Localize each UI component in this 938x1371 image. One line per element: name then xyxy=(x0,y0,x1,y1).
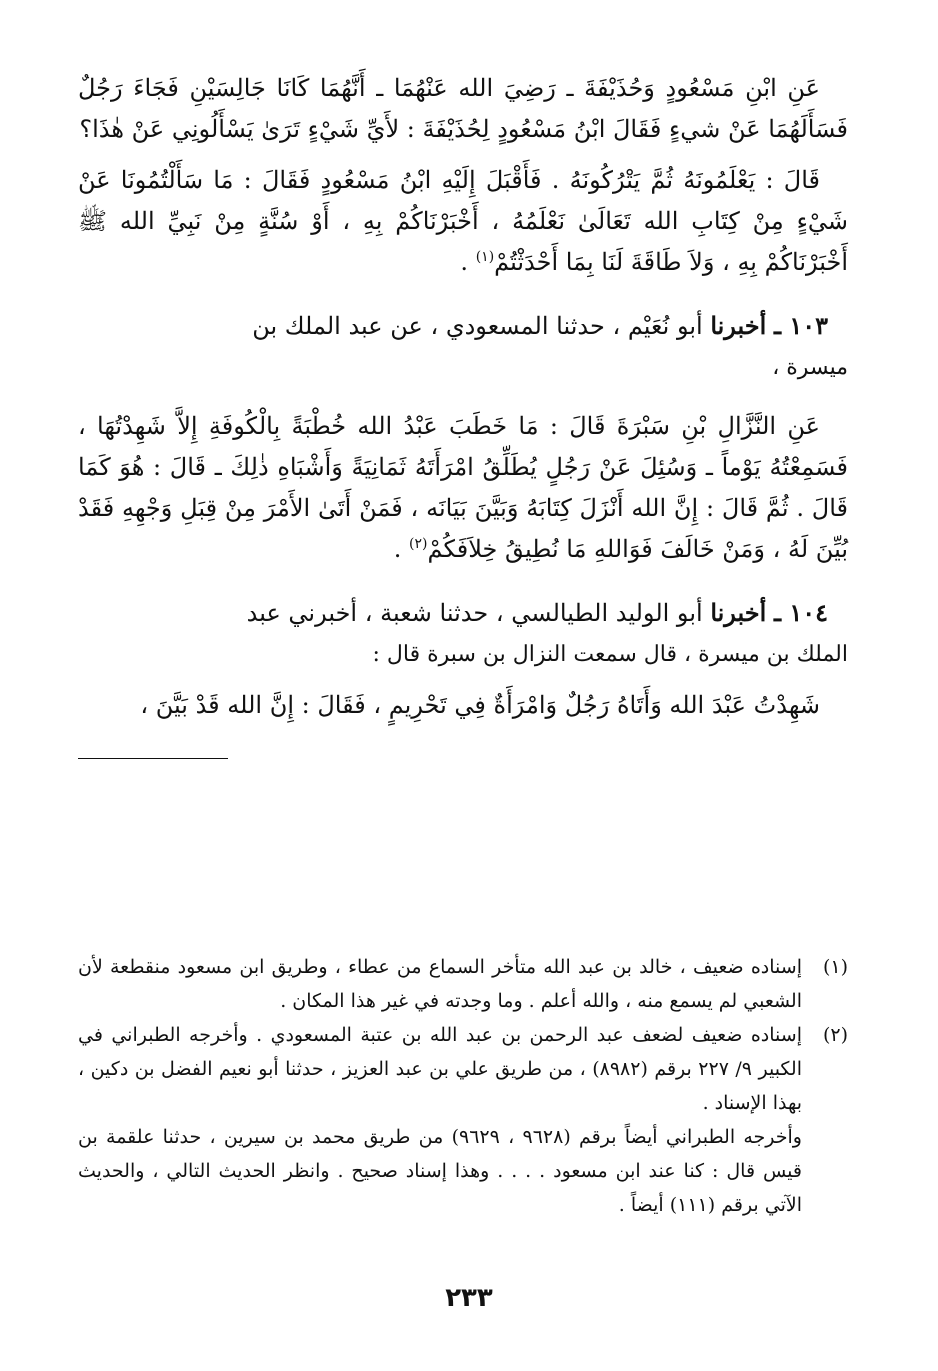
footnotes xyxy=(78,950,848,1222)
footnote-body xyxy=(78,950,802,1018)
footnote-ref-2: (٢) xyxy=(409,536,428,552)
footnote-divider xyxy=(78,758,228,759)
paragraph-nazzal-ibn-sabrah xyxy=(78,406,848,570)
footnote-1 xyxy=(78,950,848,1018)
paragraph-text: عَنِ النَّزَّالِ بْنِ سَبْرَةَ قَالَ : مَا خَطَبَ عَبْدُ الله خُطْبَةً بِالْكُوفَةِ إِلاَّ شَهِدْتُهَا ، فَسَمِعْتُهُ يَوْماً ـ وَسُئِلَ عَنْ رَجُلٍ يُطَلِّقُ امْرَأَتَهُ ثَمَانِيَةً وَأَشْبَاهِ ذٰلِكَ ـ قَالَ : هُوَ كَمَا قَالَ . ثُمَّ قَالَ : إِنَّ الله أَنْزَلَ كِتَابَهُ وَبَيَّنَ بَيَانَه ، فَمَنْ أَتَىٰ الأَمْرَ مِنْ قِبَلِ وَجْهِهِ فَقَدْ بُيِّنَ لَهُ ، وَمَنْ خَالَفَ فَوَاللهِ مَا نُطِيقُ خِلاَفَكُمْ xyxy=(78,412,848,563)
page-number: ٢٣٣ xyxy=(445,1283,493,1313)
footnote-line: وأخرجه الطبراني أيضاً برقم (٩٦٢٨ ، ٩٦٢٩) من طريق محمد بن سيرين ، حدثنا علقمة بن قيس قال : كنا عند ابن مسعود . . . . وهذا إسناد صحيح . وانظر الحديث التالي ، والحديث الآتي برقم (١١١) أيضاً . xyxy=(78,1126,802,1216)
paragraph-text: قَالَ : يَعْلَمُونَهُ ثُمَّ يَتْرُكُونَهُ . فَأَقْبَلَ إِلَيْهِ ابْنُ مَسْعُودٍ فَقَالَ : مَا سَأَلْتُمُونَا عَنْ شَيْءٍ مِنْ كِتَابِ الله تَعَالَىٰ نَعْلَمُهُ ، أَخْبَرْنَاكُمْ بِهِ ، أَوْ سُنَّةٍ مِنْ نَبِيِّ الله ﷺ أَخْبَرْنَاكُمْ بِهِ ، وَلاَ طَاقَةَ لَنَا بِمَا أَحْدَثْتُمْ xyxy=(78,166,848,276)
footnote-2 xyxy=(78,1018,848,1222)
footnote-number: (٢) xyxy=(822,1024,848,1046)
paragraph-end: . xyxy=(393,535,410,563)
hadith-104-isnad xyxy=(78,592,848,634)
hadith-lead-word: أخبرنا xyxy=(710,598,767,627)
hadith-103-isnad-continued: ميسرة ، xyxy=(772,355,848,380)
footnote-line: إسناده ضعيف لضعف عبد الرحمن بن عبد الله بن عتبة المسعودي . وأخرجه الطبراني في الكبير ٩/ ٢٢٧ برقم (٨٩٨٢) ، من طريق علي بن عبد العزيز ، حدثنا أبو نعيم الفضل بن دكين ، بهذا الإسناد . xyxy=(78,1024,802,1114)
footnote-line: إسناده ضعيف ، خالد بن عبد الله متأخر السماع من عطاء ، وطريق ابن مسعود منقطعة لأن الشعبي لم يسمع منه ، والله أعلم . وما وجدته في غير هذا المكان . xyxy=(78,956,802,1012)
hadith-number: ١٠٣ ـ xyxy=(773,311,828,340)
hadith-103-isnad xyxy=(78,305,848,347)
hadith-104-isnad-continued: الملك بن ميسرة ، قال سمعت النزال بن سبرة قال : xyxy=(372,642,848,667)
hadith-isnad-text: أبو نُعَيْم ، حدثنا المسعودي ، عن عبد الملك بن xyxy=(252,312,711,340)
footnote-ref-1: (١) xyxy=(475,249,495,265)
main-text xyxy=(78,68,848,759)
hadith-isnad-text: أبو الوليد الطيالسي ، حدثنا شعبة ، أخبرني عبد xyxy=(246,599,711,627)
footnote-number: (١) xyxy=(822,956,848,978)
footnote-body xyxy=(78,1018,802,1222)
hadith-lead-word: أخبرنا xyxy=(710,311,767,340)
paragraph-ibn-masud-hudhayfah: عَنِ ابْنِ مَسْعُودٍ وَحُذَيْفَةَ ـ رَضِيَ الله عَنْهُمَا ـ أَنَّهُمَا كَانَا جَالِسَيْنِ فَجَاءَ رَجُلٌ فَسَأَلَهُمَا عَنْ شيءٍ فَقَالَ ابْنُ مَسْعُودٍ لِحُذَيْفَةَ : لأَيِّ شَيْءٍ تَرَىٰ يَسْأَلُونِي عَنْ هٰذَا؟ xyxy=(78,74,848,143)
paragraph-ibn-masud-reply xyxy=(78,160,848,283)
hadith-number: ١٠٤ ـ xyxy=(773,598,828,627)
paragraph-abdullah-witness: شَهِدْتُ عَبْدَ الله وَأَتَاهُ رَجُلٌ وَامْرَأَةٌ فِي تَحْرِيمٍ ، فَقَالَ : إِنَّ الله قَدْ بَيَّنَ ، xyxy=(140,691,820,719)
paragraph-end: . xyxy=(460,248,476,276)
